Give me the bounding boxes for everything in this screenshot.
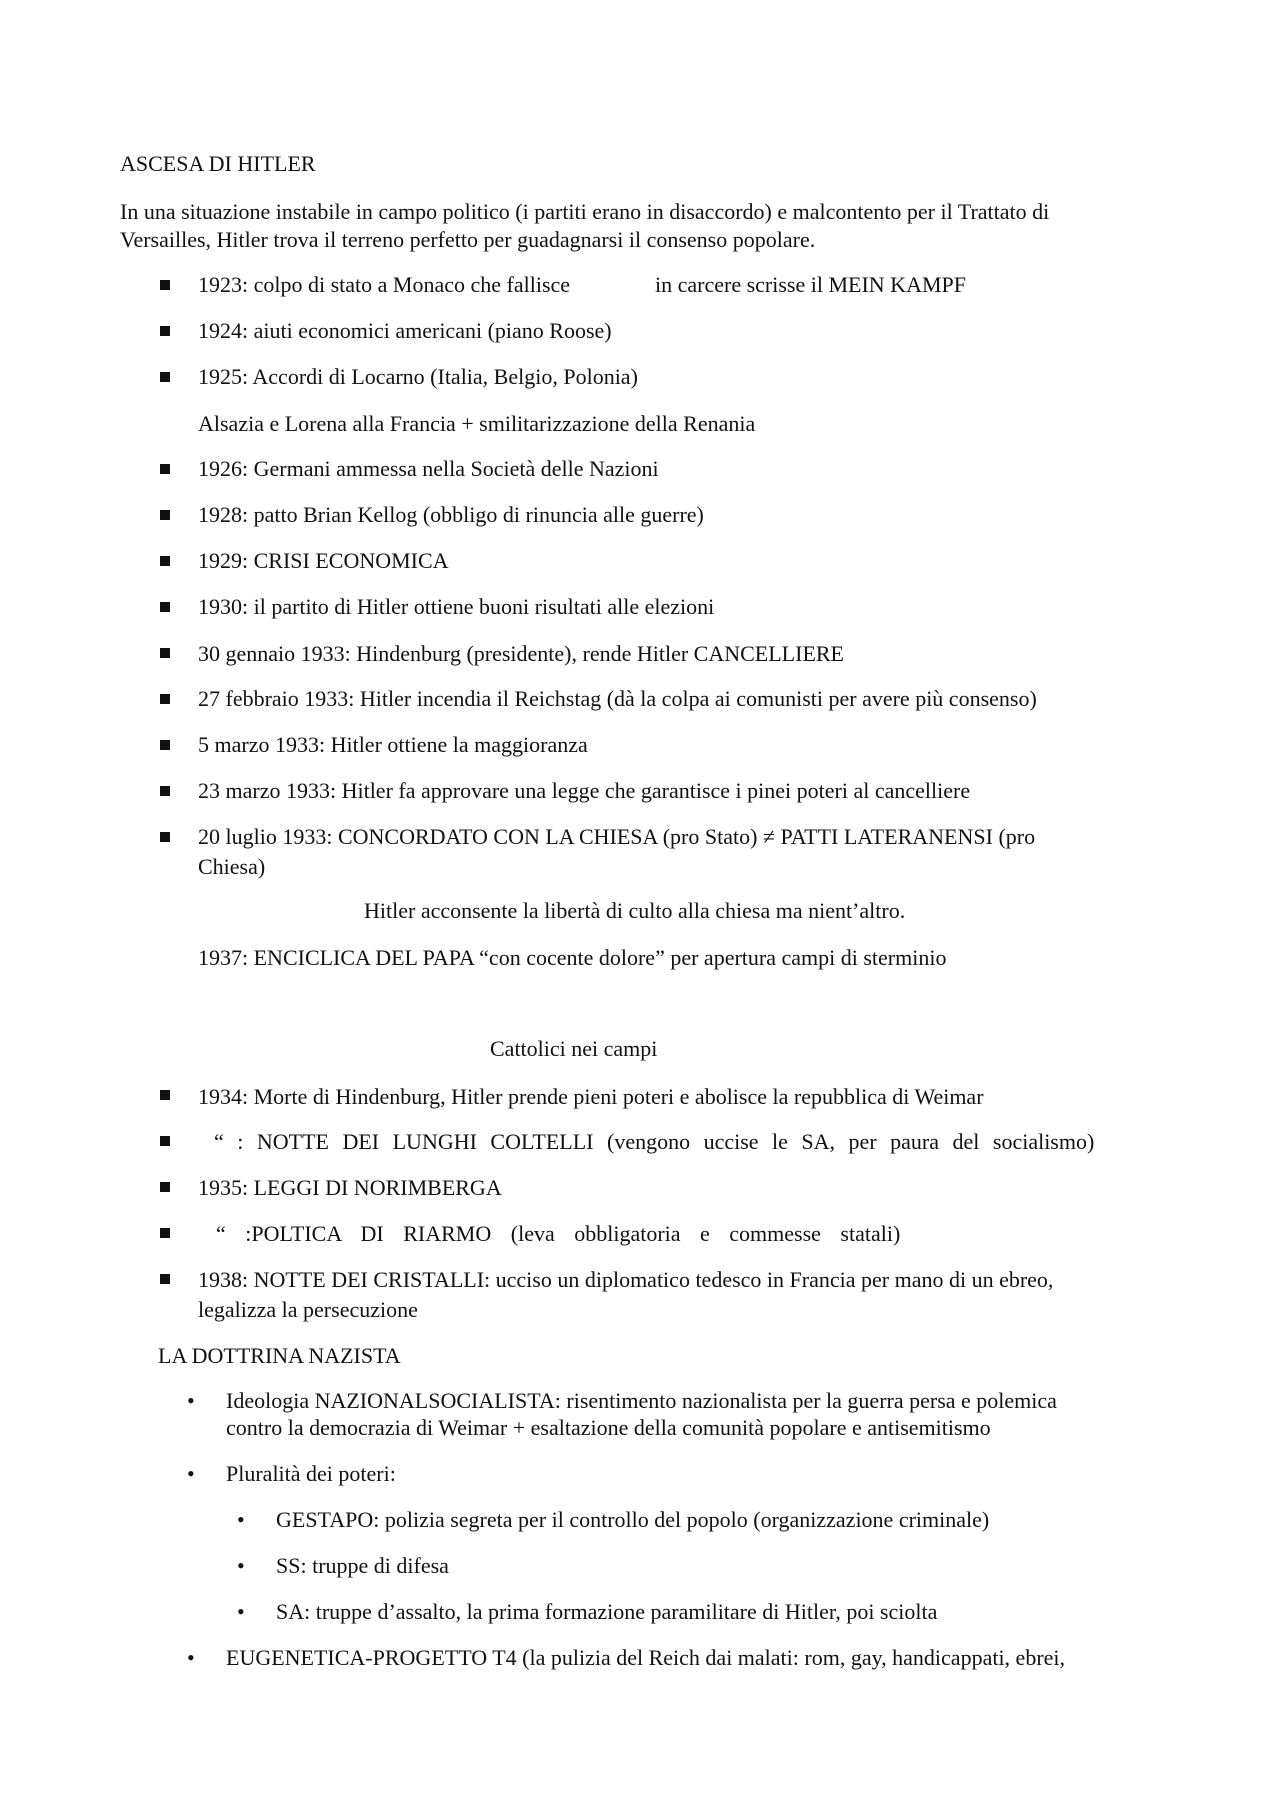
doctrine-line: SA: truppe d’assalto, la prima formazione paramilitare di Hitler, poi sciolta [276,1599,938,1624]
event-line: Chiesa) [198,854,266,879]
event-line: 1926: Germani ammessa nella Società delle Nazioni [198,456,659,481]
doctrine-line: contro la democrazia di Weimar + esaltazione della comunità popolare e antisemitismo [226,1415,991,1440]
doctrine-line: Ideologia NAZIONALSOCIALISTA: risentimento nazionalista per la guerra persa e polemica [226,1388,1057,1413]
event-line: 1937: ENCICLICA DEL PAPA “con cocente dolore” per apertura campi di sterminio [198,945,947,970]
bullet-icon: • [237,1507,245,1532]
square-bullet-icon [160,1274,170,1284]
square-bullet-icon [160,280,170,290]
event-line: 20 luglio 1933: CONCORDATO CON LA CHIESA (pro Stato) ≠ PATTI LATERANENSI (pro [198,824,1036,849]
event-line: 1935: LEGGI DI NORIMBERGA [198,1175,502,1200]
bullet-icon: • [237,1599,245,1624]
event-line: 5 marzo 1933: Hitler ottiene la maggioranza [198,732,588,757]
event-line: 30 gennaio 1933: Hindenburg (presidente), rende Hitler CANCELLIERE [198,641,844,666]
event-line: 1929: CRISI ECONOMICA [198,548,449,573]
square-bullet-icon [160,1228,170,1238]
event-line: legalizza la persecuzione [198,1297,418,1322]
event-line: 1934: Morte di Hindenburg, Hitler prende pieni poteri e abolisce la repubblica di Weimar [198,1084,984,1109]
square-bullet-icon [160,648,170,658]
bullet-icon: • [187,1645,195,1670]
square-bullet-icon [160,786,170,796]
event-line: 1923: colpo di stato a Monaco che fallisce [198,272,571,297]
square-bullet-icon [160,556,170,566]
event-line: Hitler acconsente la libertà di culto alla chiesa ma nient’altro. [364,898,906,923]
event-line: 27 febbraio 1933: Hitler incendia il Reichstag (dà la colpa ai comunisti per avere più consenso) [198,686,1037,711]
square-bullet-icon [160,1090,170,1100]
event-line: 1930: il partito di Hitler ottiene buoni risultati alle elezioni [198,594,715,619]
event-line: in carcere scrisse il MEIN KAMPF [655,272,966,297]
square-bullet-icon [160,372,170,382]
square-bullet-icon [160,602,170,612]
doctrine-line: GESTAPO: polizia segreta per il controllo del popolo (organizzazione criminale) [276,1507,990,1532]
event-line: “ : NOTTE DEI LUNGHI COLTELLI (vengono uccise le SA, per paura del socialismo) [214,1129,1095,1154]
doctrine-line: EUGENETICA-PROGETTO T4 (la pulizia del Reich dai malati: rom, gay, handicappati, ebrei, [226,1645,1066,1670]
square-bullet-icon [160,510,170,520]
event-line: 1925: Accordi di Locarno (Italia, Belgio, Polonia) [198,364,638,389]
event-line: 23 marzo 1933: Hitler fa approvare una legge che garantisce i pinei poteri al cancelliere [198,778,971,803]
event-line: 1938: NOTTE DEI CRISTALLI: ucciso un diplomatico tedesco in Francia per mano di un ebreo, [198,1267,1054,1292]
square-bullet-icon [160,1182,170,1192]
intro-line: In una situazione instabile in campo politico (i partiti erano in disaccordo) e malcontento per il Trattato di [120,199,1050,224]
bullet-icon: • [187,1388,195,1413]
event-line: 1924: aiuti economici americani (piano Roose) [198,318,612,343]
doctrine-line: Pluralità dei poteri: [226,1461,396,1486]
event-line: 1928: patto Brian Kellog (obbligo di rinuncia alle guerre) [198,502,704,527]
intro-line: Versailles, Hitler trova il terreno perfetto per guadagnarsi il consenso popolare. [120,227,816,252]
bullet-icon: • [237,1553,245,1578]
event-line: Alsazia e Lorena alla Francia + smilitarizzazione della Renania [198,411,756,436]
event-line: “ :POLTICA DI RIARMO (leva obbligatoria e commesse statali) [216,1221,901,1246]
document-title: ASCESA DI HITLER [120,151,316,176]
square-bullet-icon [160,326,170,336]
square-bullet-icon [160,694,170,704]
square-bullet-icon [160,832,170,842]
bullet-icon: • [187,1461,195,1486]
doctrine-line: SS: truppe di difesa [276,1553,449,1578]
square-bullet-icon [160,1136,170,1146]
square-bullet-icon [160,464,170,474]
event-line: Cattolici nei campi [490,1036,658,1061]
square-bullet-icon [160,740,170,750]
section-heading: LA DOTTRINA NAZISTA [158,1343,401,1368]
